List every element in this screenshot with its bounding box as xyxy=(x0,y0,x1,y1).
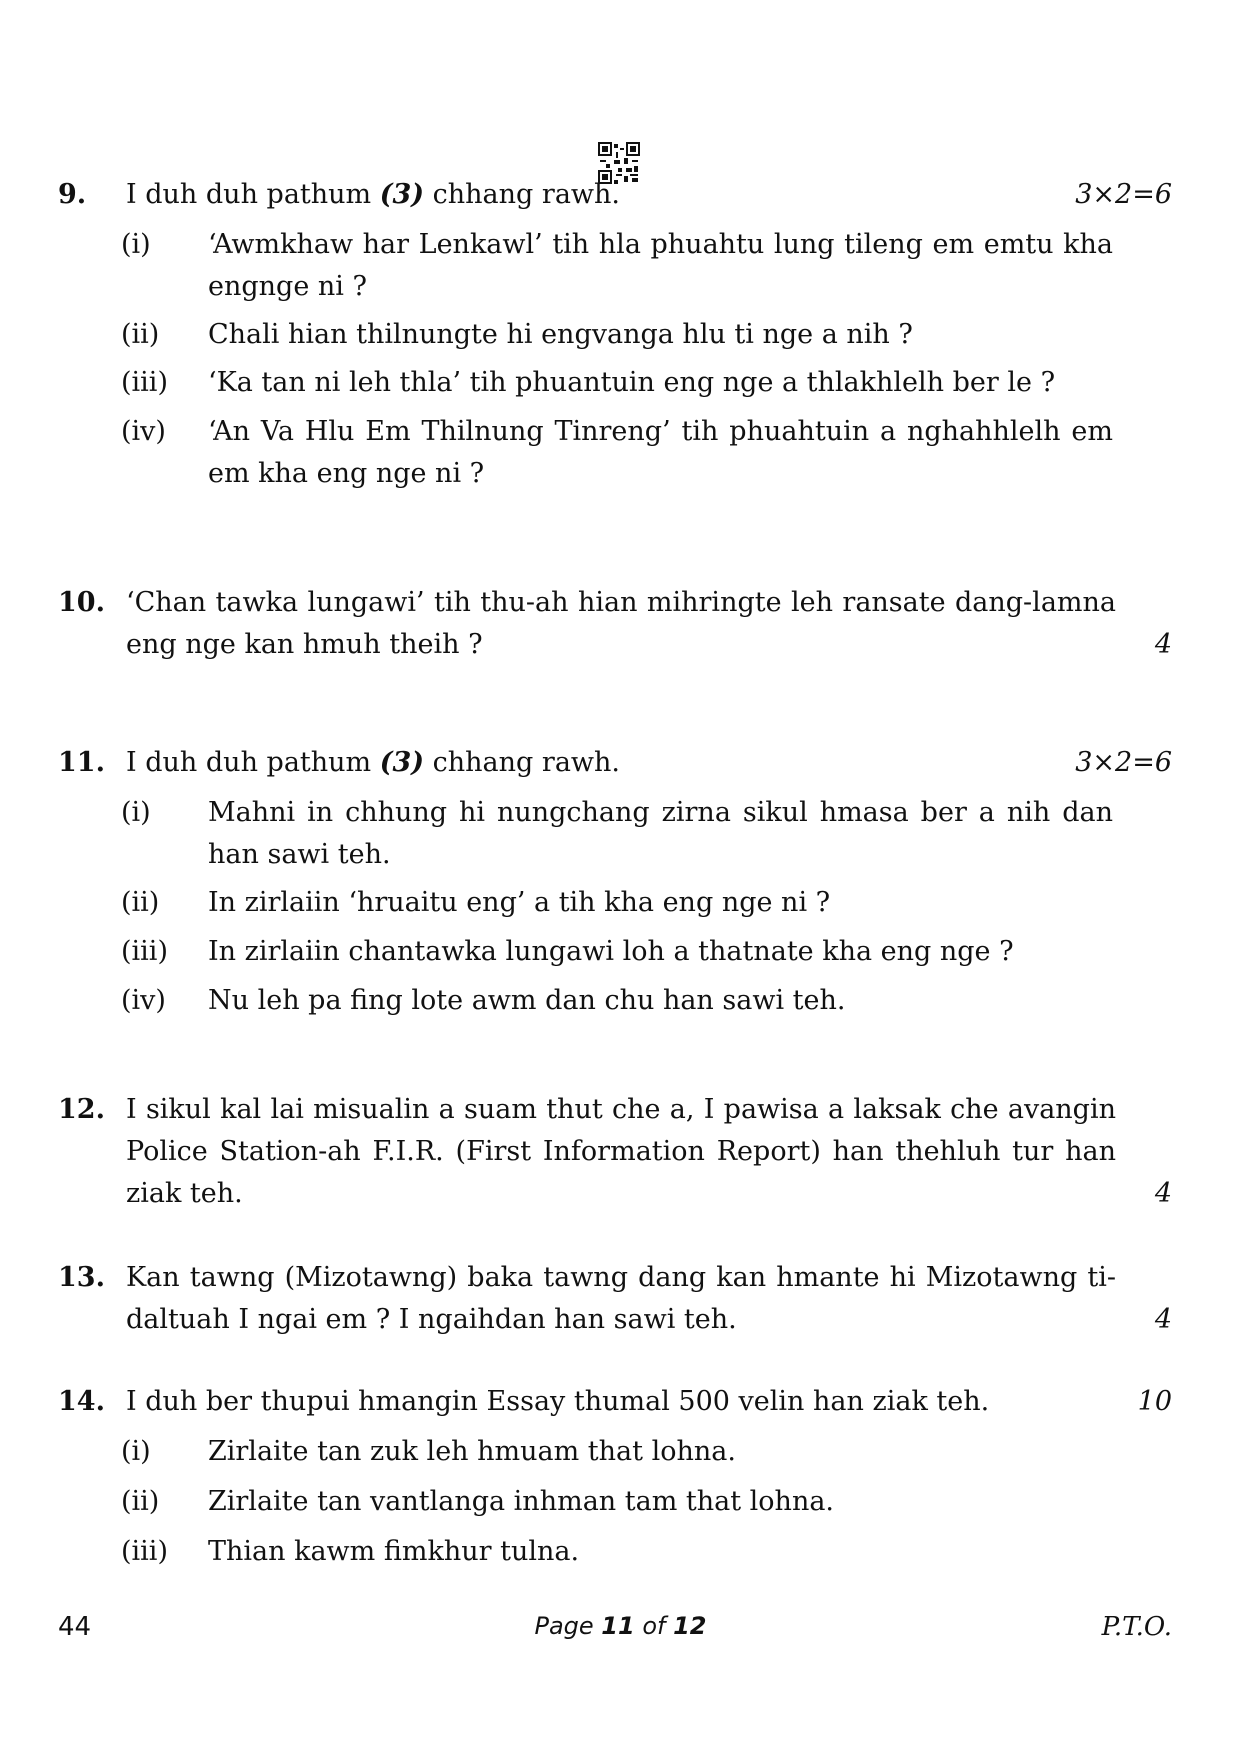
question-text: I duh ber thupui hmangin Essay thumal 500 velin han ziak teh. xyxy=(126,1386,990,1417)
subquestion-text: Chali hian thilnungte hi engvanga hlu ti nge a nih ? xyxy=(208,319,913,350)
question-marks: 4 xyxy=(1154,1304,1172,1335)
page-number: Page 11 of 12 xyxy=(534,1612,707,1640)
question-text: I duh duh pathum (3) chhang rawh. xyxy=(126,747,620,778)
subquestion-label: (iii) xyxy=(121,1536,168,1567)
question-marks: 4 xyxy=(1154,629,1172,660)
question-marks: 4 xyxy=(1154,1178,1172,1209)
subquestion-label: (iii) xyxy=(121,936,168,967)
question-text: ‘Chan tawka lungawi’ tih thu-ah hian mihringte leh ransate dang-lamna eng nge kan hmuh theih ? xyxy=(126,587,1116,660)
subquestion-text: ‘Ka tan ni leh thla’ tih phuantuin eng nge a thlakhlelh ber le ? xyxy=(208,367,1056,398)
subquestion-text: Nu leh pa fing lote awm dan chu han sawi teh. xyxy=(208,985,846,1016)
subquestion-label: (i) xyxy=(121,1436,151,1467)
subquestion-label: (ii) xyxy=(121,319,160,350)
question-text: I sikul kal lai misualin a suam thut che a, I pawisa a laksak che avangin Police Station-ah F.I.R. (First Information Report) han thehluh tur han ziak teh. xyxy=(126,1094,1116,1209)
question-number: 14. xyxy=(58,1386,105,1417)
question-number: 13. xyxy=(58,1262,105,1293)
subquestion-label: (ii) xyxy=(121,1486,160,1517)
subquestion-text: In zirlaiin ‘hruaitu eng’ a tih kha eng nge ni ? xyxy=(208,887,831,918)
subquestion-label: (iii) xyxy=(121,367,168,398)
question-number: 10. xyxy=(58,587,105,618)
subquestion-text: Zirlaite tan vantlanga inhman tam that lohna. xyxy=(208,1486,835,1517)
subquestion-label: (i) xyxy=(121,797,151,828)
subquestion-text: Thian kawm fimkhur tulna. xyxy=(208,1536,580,1567)
question-marks: 3×2=6 xyxy=(1075,747,1172,778)
subquestion-text: ‘An Va Hlu Em Thilnung Tinreng’ tih phuahtuin a nghahhlelh em em kha eng nge ni ? xyxy=(208,416,1113,489)
subquestion-text: ‘Awmkhaw har Lenkawl’ tih hla phuahtu lung tileng em emtu kha engnge ni ? xyxy=(208,229,1113,302)
question-number: 11. xyxy=(58,747,105,778)
subquestion-text: In zirlaiin chantawka lungawi loh a thatnate kha eng nge ? xyxy=(208,936,1014,967)
subquestion-text: Zirlaite tan zuk leh hmuam that lohna. xyxy=(208,1436,736,1467)
subquestion-label: (ii) xyxy=(121,887,160,918)
question-marks: 3×2=6 xyxy=(1075,179,1172,210)
subquestion-label: (iv) xyxy=(121,416,166,447)
question-text: I duh duh pathum (3) chhang rawh. xyxy=(126,179,620,210)
subquestion-text: Mahni in chhung hi nungchang zirna sikul hmasa ber a nih dan han sawi teh. xyxy=(208,797,1113,870)
subquestion-label: (iv) xyxy=(121,985,166,1016)
paper-code: 44 xyxy=(58,1612,92,1642)
question-number: 12. xyxy=(58,1094,105,1125)
question-marks: 10 xyxy=(1137,1386,1172,1417)
question-text: Kan tawng (Mizotawng) baka tawng dang kan hmante hi Mizotawng ti-daltuah I ngai em ? I ngaihdan han sawi teh. xyxy=(126,1262,1116,1335)
question-number: 9. xyxy=(58,179,87,210)
pto-label: P.T.O. xyxy=(1101,1612,1172,1642)
subquestion-label: (i) xyxy=(121,229,151,260)
